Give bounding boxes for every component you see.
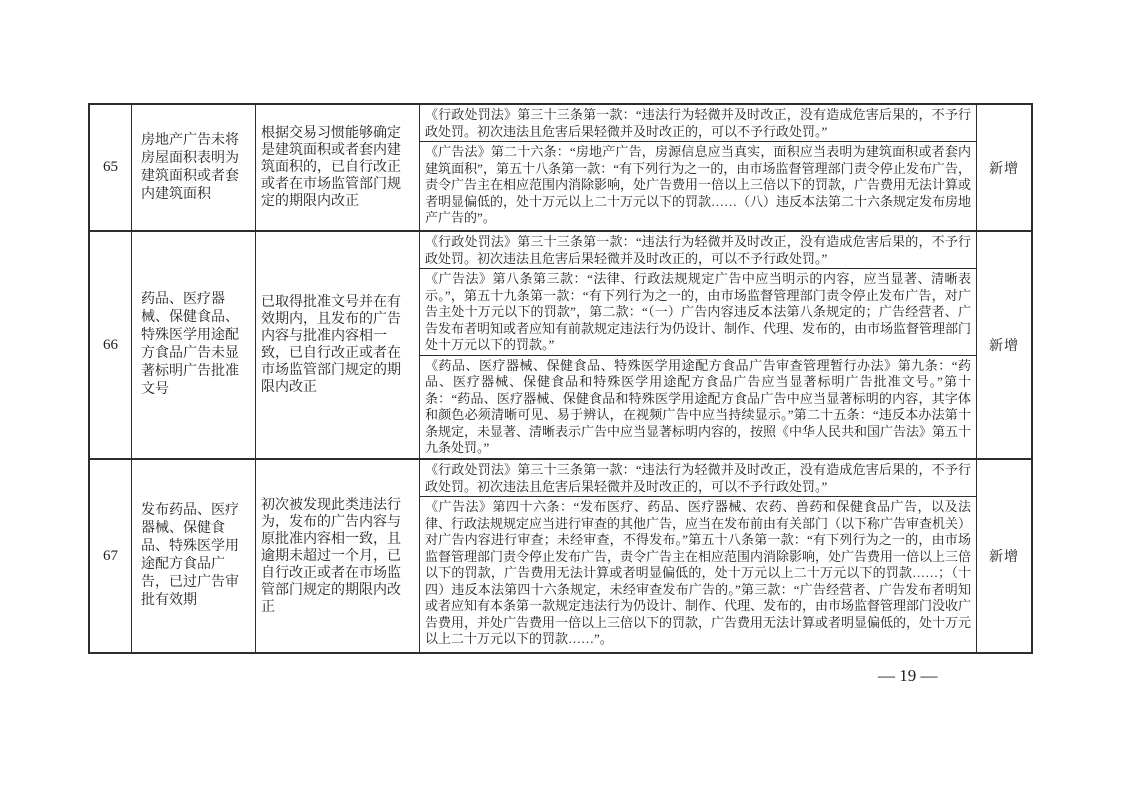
legal-basis-item: 《广告法》第二十六条：“房地产广告，房源信息应当真实，面积应当表明为建筑面积或者套内建筑面积”，第五十八条第一款：“有下列行为之一的，由市场监督管理部门责令停止发布广告，责令广告主在相应范围内消除影响，处广告费用一倍以上三倍以下的罚款，广告费用无法计算或者明显偏低的，处十万元以上二十万元以下的罚款……（八）违反本法第二十六条规定发布房地产广告的”。 [425, 144, 972, 225]
status-cell: 新增 [989, 550, 1019, 565]
legal-basis-item: 《行政处罚法》第三十三条第一款：“违法行为轻微并及时改正，没有造成危害后果的，不予行政处罚。初次违法且危害后果轻微并及时改正的，可以不予行政处罚。” [420, 105, 976, 142]
violation-text: 发布药品、医疗器械、保健食品、特殊医学用途配方食品广告，已过广告审批有效期 [141, 503, 239, 608]
legal-basis-cell [420, 460, 977, 652]
circumstance-cell [256, 105, 420, 230]
legal-basis-item: 《药品、医疗器械、保健食品、特殊医学用途配方食品广告审查管理暂行办法》第九条：“药品、医疗器械、保健食品和特殊医学用途配方食品广告应当显著标明广告批准文号。”第十条：“药品、医疗器械、保健食品和特殊医学用途配方食品广告中应当显著标明的内容，其字体和颜色必须清晰可见、易于辨认，在视频广告中应当持续显示。”第二十五条：“违反本办法第十条规定，未显著、清晰表示广告中应当显著标明内容的，按照《中华人民共和国广告法》第五十九条处罚。” [425, 357, 972, 455]
violation-text: 房地产广告未将房屋面积表明为建筑面积或者套内建筑面积 [141, 132, 239, 202]
violation-cell [132, 460, 256, 652]
legal-basis-item: 《行政处罚法》第三十三条第一款：“违法行为轻微并及时改正，没有造成危害后果的，不予行政处罚。初次违法且危害后果轻微并及时改正的，可以不予行政处罚。” [420, 232, 976, 269]
circumstance-cell [256, 460, 420, 652]
circumstance-text: 根据交易习惯能够确定是建筑面积或者套内建筑面积的，已自行改正或者在市场监管部门规定的期限内改正 [261, 126, 401, 209]
legal-basis-item: 《行政处罚法》第三十三条第一款：“违法行为轻微并及时改正，没有造成危害后果的，不予行政处罚。初次违法且危害后果轻微并及时改正的，可以不予行政处罚。” [420, 460, 976, 497]
status-cell: 新增 [989, 339, 1019, 354]
legal-basis-cell [420, 232, 977, 458]
circumstance-cell [256, 232, 420, 458]
circumstance-text: 初次被发现此类违法行为，发布的广告内容与原批准内容相一致，且逾期未超过一个月，已自行改正或者在市场监管部门规定的期限内改正 [261, 497, 401, 615]
legal-basis-item: 《广告法》第四十六条：“发布医疗、药品、医疗器械、农药、兽药和保健食品广告，以及法律、行政法规规定应当进行审查的其他广告，应当在发布前由有关部门（以下称广告审查机关）对广告内容进行审查；未经审查，不得发布。”第五十八条第一款：“有下列行为之一的，由市场监督管理部门责令停止发布广告，责令广告主在相应范围内消除影响，处广告费用一倍以上三倍以下的罚款，广告费用无法计算或者明显偏低的，处十万元以上二十万元以下的罚款……；（十四）违反本法第四十六条规定，未经审查发布广告的。”第三款：“广告经营者、广告发布者明知或者应知有本条第一款规定违法行为仍设计、制作、代理、发布的，由市场监督管理部门没收广告费用，并处广告费用一倍以上三倍以下的罚款，广告费用无法计算或者明显偏低的，处十万元以上二十万元以下的罚款……”。 [425, 499, 972, 646]
table-row [90, 105, 1031, 232]
status-cell: 新增 [989, 161, 1019, 177]
row-number-cell: 66 [90, 232, 132, 458]
legal-basis-cell [420, 105, 977, 230]
row-number-cell: 67 [90, 460, 132, 652]
row-number-cell: 65 [90, 105, 132, 230]
regulation-table [88, 103, 1033, 654]
page-number: — 19 — [878, 666, 938, 685]
table-row [90, 460, 1031, 652]
violation-cell [132, 232, 256, 458]
violation-cell [132, 105, 256, 230]
violation-text: 药品、医疗器械、保健食品、特殊医学用途配方食品广告未显著标明广告批准文号 [141, 292, 239, 397]
table-row [90, 232, 1031, 460]
circumstance-text: 已取得批准文号并在有效期内，且发布的广告内容与批准内容相一致，已自行改正或者在市场监管部门规定的期限内改正 [261, 295, 401, 395]
legal-basis-item: 《广告法》第八条第三款：“法律、行政法规规定广告中应当明示的内容，应当显著、清晰表示。”，第五十九条第一款：“有下列行为之一的，由市场监督管理部门责令停止发布广告，对广告主处十万元以下的罚款”，第二款：“（一）广告内容违反本法第八条规定的；广告经营者、广告发布者明知或者应知有前款规定违法行为仍设计、制作、代理、发布的，由市场监督管理部门处十万元以下的罚款。” [420, 269, 976, 356]
